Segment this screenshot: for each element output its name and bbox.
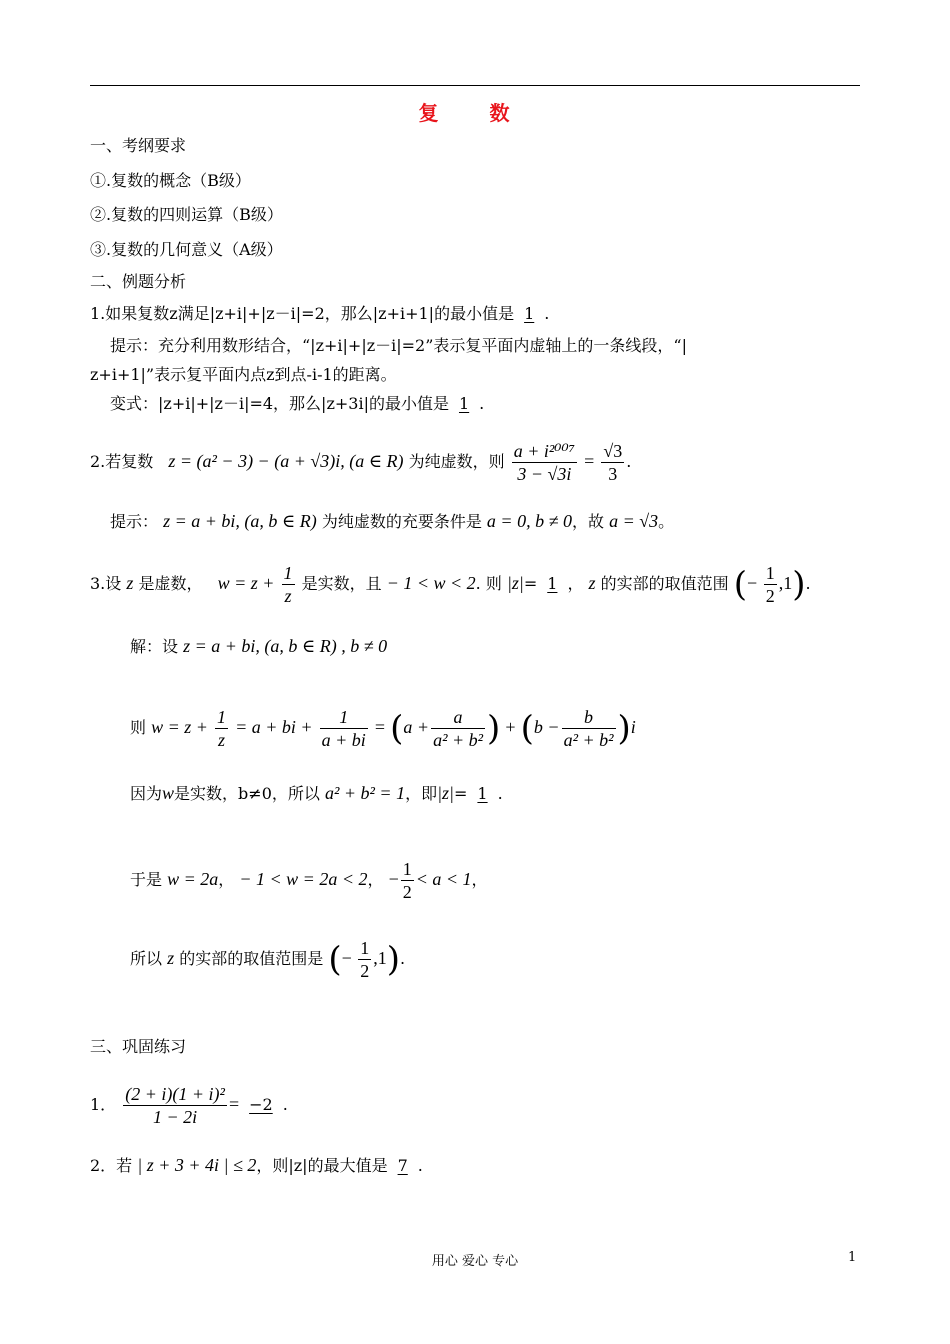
step-text: ，即 [405, 784, 438, 803]
example-1-answer: 1 [524, 304, 535, 323]
equals: = [454, 784, 468, 803]
imag-unit: i [630, 717, 636, 737]
comma: ， [567, 574, 584, 593]
example-3-then: . 则 [475, 574, 502, 593]
example-1-hint-line1: 提示：充分利用数形结合，“|z+i|+|z－i|=2”表示复平面内虚轴上的一条线段，“| [110, 336, 687, 355]
frac-den: a² + b² [433, 730, 484, 750]
formula-part: w = z + [151, 717, 208, 737]
example-3-question: 3.设 z 是虚数， w = z + $\frac{1}{z}$ 是实数，且 − 1 < w < 2. 则 |z|= 1 ， z 的实部的取值范围 (− $\frac{1}{2}$ ,1). [90, 563, 811, 606]
solution-step-5: 所以 z 的实部的取值范围是 (− $\frac{1}{2}$ ,1). [130, 938, 406, 981]
frac-den: z [218, 730, 226, 750]
one-over-z [282, 562, 295, 607]
solution-formula: z = a + bi, (a, b ∈ R) , b ≠ 0 [183, 636, 388, 656]
frac-num: b [562, 706, 616, 729]
separator: ， [218, 870, 235, 889]
equals: = [374, 717, 386, 737]
exercise-1-answer: −2 [249, 1095, 273, 1114]
hint-condition: a = 0, b ≠ 0 [486, 511, 572, 531]
frac-den: a² + b² [563, 730, 614, 750]
fraction-numerator: a + i²⁰⁰⁷ [513, 441, 575, 461]
step-text: 是实数， [174, 784, 239, 803]
variable-w: w [162, 783, 175, 803]
step-prefix: 所以 [130, 949, 163, 968]
abs-z: |z| [437, 783, 454, 803]
equals: = [523, 574, 538, 593]
variable-z: z [167, 948, 175, 968]
variable-z: z [126, 573, 134, 593]
minus: − [388, 869, 399, 889]
range-fraction [764, 562, 777, 607]
formula-part: = a + bi + [235, 717, 313, 737]
fraction [215, 706, 228, 751]
separator: ， [471, 870, 488, 889]
solution-step-1 [130, 635, 387, 658]
requirement-item: ③.复数的几何意义（A级） [90, 240, 283, 259]
exercise-2-text: ，则|z|的最大值是 [256, 1156, 388, 1175]
requirement-item: ②.复数的四则运算（B级） [90, 205, 283, 224]
w-formula: w = z + [217, 573, 275, 593]
right-paren: ) [617, 708, 631, 749]
frac-den: 2 [402, 882, 412, 902]
page-number: 1 [848, 1250, 857, 1265]
frac-num: 1 [402, 859, 412, 879]
exercise-2: 2．若 | z + 3 + 4i | ≤ 2，则|z|的最大值是 7 . [90, 1155, 423, 1175]
hint-formula: z = a + bi, (a, b ∈ R) [163, 511, 317, 531]
variable-z: z [588, 573, 596, 593]
fraction [431, 706, 485, 751]
step-text: 的实部的取值范围是 [179, 949, 324, 968]
range-minus: − [747, 573, 762, 593]
example-2-question: 2.若复数 z = (a² − 3) − (a + √3)i, (a ∈ R) 为纯虚数，则 $\frac{\text{a + i²⁰⁰⁷}}{3 - √3i}$ = $\frac{√3}{3}$ . [90, 441, 632, 484]
example-1-text: 1.如果复数z满足|z+i|+|z－i|=2，那么|z+i+1|的最小值是 [90, 304, 515, 323]
solution-step-2 [130, 706, 636, 751]
frac-num: 1 [765, 563, 775, 583]
frac-num: a [431, 706, 485, 729]
formula-part: w = 2a [167, 869, 219, 889]
example-2-hint [110, 510, 674, 533]
range-fraction [358, 937, 371, 982]
left-paren: ( [733, 564, 748, 605]
header-rule [90, 85, 860, 86]
equals: = [228, 1094, 240, 1114]
step-text: b≠0，所以 [238, 784, 320, 803]
exercise-1-fraction [123, 1083, 227, 1128]
frac-den: 2 [765, 586, 775, 606]
step-prefix: 于是 [130, 870, 163, 889]
frac-den: z [284, 586, 292, 606]
hint-end: 。 [658, 512, 675, 531]
step-answer: 1 [477, 784, 488, 803]
right-paren: ) [386, 939, 401, 980]
range-minus: − [341, 948, 357, 968]
hint-so: ，故 [571, 512, 604, 531]
example-1-hint-line2: z+i+1|”表示复平面内点z到点-i-1的距离。 [90, 365, 397, 384]
plus: + [505, 717, 516, 737]
fraction [562, 706, 616, 751]
fraction [320, 706, 368, 751]
formula-part: a + [403, 717, 430, 737]
abs-z: |z| [506, 573, 524, 593]
step-prefix: 因为 [130, 784, 163, 803]
frac-den: 2 [360, 961, 370, 981]
formula-part: a² + b² = 1 [324, 783, 406, 803]
section-heading-examples: 二、例题分析 [90, 272, 187, 291]
example-2-prefix: 2.若复数 [90, 452, 154, 471]
right-paren: ) [792, 564, 806, 605]
formula-part: < a < 1 [415, 869, 472, 889]
exercise-1: 1． $\frac{\text{(2 + i)(1 + i)²}}{1 - 2i}$ = −2 . [90, 1084, 288, 1127]
answer-denominator: 3 [608, 464, 618, 484]
answer-numerator: √3 [603, 441, 623, 461]
requirement-item: ①.复数的概念（B级） [90, 171, 251, 190]
variant-answer: 1 [458, 394, 470, 413]
page-title: 复 数 [418, 101, 532, 125]
frac-num: 1 [360, 938, 370, 958]
frac-num: 1 [217, 707, 227, 727]
example-2-answer [601, 440, 624, 485]
variant-text: 变式：|z+i|+|z－i|=4，那么|z+3i|的最小值是 [110, 394, 449, 413]
separator: ， [367, 870, 384, 889]
step-prefix: 则 [130, 718, 147, 737]
left-paren: ( [390, 708, 404, 749]
example-2-fraction [512, 440, 577, 485]
formula-part: − 1 < w = 2a < 2 [239, 869, 368, 889]
example-3-prefix: 3.设 [90, 574, 122, 593]
solution-step-4 [130, 858, 488, 903]
frac-den: a + bi [321, 730, 366, 750]
hint-middle: 为纯虚数的充要条件是 [321, 512, 482, 531]
fraction-denominator: 3 − √3i [517, 464, 572, 484]
frac-den: 1 − 2i [153, 1107, 198, 1127]
hint-result: a = √3 [609, 511, 659, 531]
range-right: ,1 [778, 573, 793, 593]
example-1-question: 1.如果复数z满足|z+i|+|z－i|=2，那么|z+i+1|的最小值是 1 . [90, 304, 550, 323]
footer-slogan: 用心 爱心 专心 [431, 1254, 519, 1269]
example-3-is-imag: 是虚数， [138, 574, 203, 593]
section-heading-exercises: 三、巩固练习 [90, 1037, 187, 1056]
section-heading-requirements: 一、考纲要求 [90, 136, 187, 155]
w-inequality: − 1 < w < 2 [386, 573, 476, 593]
frac-num: 1 [320, 706, 368, 729]
solution-prefix: 解：设 [130, 637, 179, 656]
example-2-middle: 为纯虚数，则 [408, 452, 505, 471]
solution-step-3: 因为w是实数，b≠0，所以 a² + b² = 1，即|z|= 1 . [130, 783, 503, 803]
range-right: ,1 [373, 948, 387, 968]
right-paren: ) [487, 708, 501, 749]
left-paren: ( [520, 708, 534, 749]
example-3-answer: 1 [547, 574, 558, 593]
exercise-2-formula: | z + 3 + 4i | ≤ 2 [137, 1155, 257, 1175]
fraction [401, 858, 414, 903]
exercise-2-answer: 7 [397, 1156, 408, 1175]
example-3-is-real: 是实数，且 [301, 574, 382, 593]
frac-num: 1 [283, 563, 293, 583]
hint-prefix: 提示： [110, 512, 159, 531]
example-1-variant: 变式：|z+i|+|z－i|=4，那么|z+3i|的最小值是 1 . [110, 394, 485, 413]
exercise-prefix: 2．若 [90, 1156, 133, 1175]
range-text: 的实部的取值范围 [600, 574, 729, 593]
exercise-number: 1． [90, 1095, 117, 1114]
left-paren: ( [328, 939, 342, 980]
example-2-formula: z = (a² − 3) − (a + √3)i, (a ∈ R) [168, 451, 404, 471]
formula-part: b − [533, 717, 560, 737]
frac-num: (2 + i)(1 + i)² [125, 1084, 225, 1104]
